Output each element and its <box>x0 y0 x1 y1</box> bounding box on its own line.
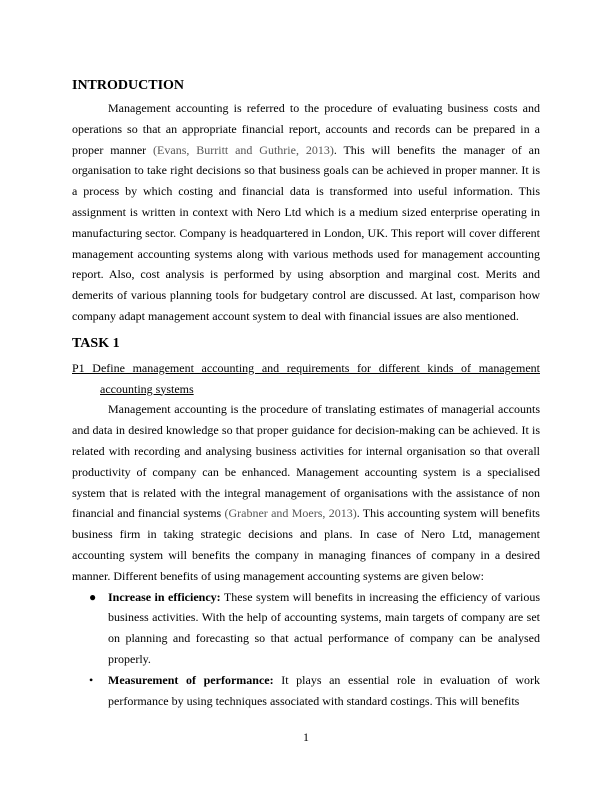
list-item-title: Measurement of performance: <box>108 672 274 687</box>
list-item-text: It plays an essential role in evaluation of work performance by using techniques associated with standard costings. This will benefits <box>108 672 541 708</box>
introduction-paragraph <box>72 98 540 327</box>
intro-text-part-1: Management accounting is referred to the procedure of evaluating business costs and operations so that an appropriate financial report, accounts and records can be prepared in a proper manner <box>72 101 540 157</box>
intro-citation: (Evans, Burritt and Guthrie, 2013) <box>153 142 334 157</box>
list-item <box>72 587 540 670</box>
page-content <box>72 76 540 711</box>
page-number: 1 <box>303 730 309 744</box>
p1-subheading: P1 Define management accounting and requirements for different kinds of management accounting systems <box>72 360 540 396</box>
task1-citation: (Grabner and Moers, 2013) <box>224 506 357 521</box>
list-item <box>72 670 540 712</box>
list-item-text: These system will benefits in increasing the efficiency of various business activities. With the help of accounting systems, main targets of company are set on planning and forecasting so that actual performance of company can be analysed properly. <box>108 589 540 666</box>
bullet-icon: ● <box>89 589 97 604</box>
task1-text-part-1: Management accounting is the procedure of translating estimates of managerial accounts and data in desired knowledge so that proper guidance for decision-making can be achieved. It is related with recording and analysing business activities for internal organisation so that overall productivity of company can be enhanced. Management accounting system is a specialised system that is related with the integral management of organisations with the assistance of non financial and financial systems <box>72 402 540 521</box>
benefits-list <box>72 587 540 712</box>
intro-text-part-2: . This will benefits the manager of an organisation to take right decisions so that business goals can be achieved in proper manner. It is a process by which costing and financial data is transformed into useful information. This assignment is written in context with Nero Ltd which is a medium sized enterprise operating in manufacturing sector. Company is headquartered in London, UK. This report will cover different management accounting systems along with various methods used for management accounting report. Also, cost analysis is performed by using absorption and marginal cost. Merits and demerits of various planning tools for budgetary control are discussed. At last, comparison how company adapt management account system to deal with financial issues are also mentioned. <box>72 142 540 323</box>
bullet-icon: • <box>89 672 94 687</box>
list-item-title: Increase in efficiency: <box>108 589 221 604</box>
task1-text-part-2: . This accounting system will benefits business firm in taking strategic decisions and plans. In case of Nero Ltd, management accounting system will benefits the company in managing finances of company in a desired manner. Different benefits of using management accounting systems are given below: <box>72 506 540 583</box>
task-1-heading: TASK 1 <box>72 335 120 351</box>
task-1-paragraph <box>72 399 540 586</box>
introduction-heading: INTRODUCTION <box>72 78 185 93</box>
